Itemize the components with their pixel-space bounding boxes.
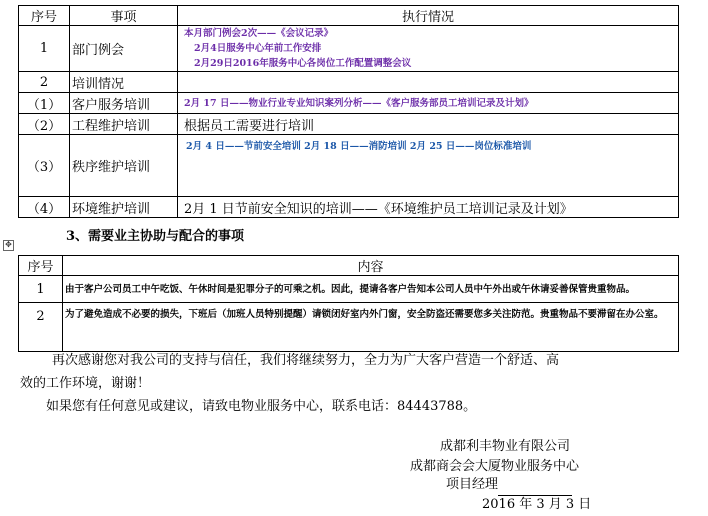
row-status (178, 72, 679, 93)
row-status (178, 93, 679, 114)
table-row (19, 93, 679, 114)
row-status: 2月 1 日节前安全知识的培训——《环境维护员工培训记录及计划》 (178, 197, 679, 218)
execution-table (18, 5, 679, 218)
row-no: 1 (19, 276, 63, 303)
header-no: 序号 (19, 256, 63, 276)
signature-company: 成都利丰物业有限公司 (440, 439, 571, 454)
status-line: 2月4日服务中心年前工作安排 (194, 43, 322, 54)
table-row (19, 197, 679, 218)
row-status (178, 135, 679, 197)
table-row (19, 26, 679, 72)
closing-line-1: 再次感谢您对我公司的支持与信任，我们将继续努力，全力为广大客户营造一个舒适、高 (52, 353, 560, 368)
section-title: 3、需要业主协助与配合的事项 (66, 229, 245, 244)
header-status: 执行情况 (178, 6, 679, 26)
execution-table-header (19, 6, 679, 26)
signature-center: 成都商会会大厦物业服务中心 (410, 459, 580, 474)
table-row (19, 135, 679, 197)
row-status: 根据员工需要进行培训 (178, 114, 679, 135)
row-item: 培训情况 (70, 72, 178, 93)
cooperation-table-header (19, 256, 679, 276)
header-item: 事项 (70, 6, 178, 26)
header-content: 内容 (63, 256, 679, 276)
status-line: 2月 17 日——物业行业专业知识案列分析——《客户服务部员工培训记录及计划》 (184, 97, 534, 109)
row-item: 环境维护培训 (70, 197, 178, 218)
row-no: 2 (19, 303, 63, 352)
closing-line-3: 如果您有任何意见或建议，请致电物业服务中心，联系电话：84443788。 (46, 399, 477, 414)
cooperation-table (18, 255, 679, 352)
row-no: 1 (19, 26, 70, 72)
row-no: （1） (19, 93, 70, 114)
row-item: 客户服务培训 (70, 93, 178, 114)
signature-date: 2016 年 3 月 3 日 (482, 497, 592, 512)
row-content: 为了避免造成不必要的损失，下班后（加班人员特别提醒）请锁闭好室内外门窗，安全防盗还需要您多关注防范。贵重物品不要滞留在办公室。 (63, 303, 679, 352)
row-no: （3） (19, 135, 70, 197)
row-content: 由于客户公司员工中午吃饭、午休时间是犯罪分子的可乘之机。因此，提请各客户告知本公司人员中午外出或午休请妥善保管贵重物品。 (63, 276, 679, 303)
row-no: 2 (19, 72, 70, 93)
table-row (19, 303, 679, 352)
status-line: 本月部门例会2次——《会议记录》 (184, 28, 334, 39)
manager-label: 项目经理 (446, 477, 499, 492)
table-move-handle-icon[interactable]: ✥ (3, 240, 14, 251)
signature-manager (446, 474, 572, 496)
table-row (19, 72, 679, 93)
table-row (19, 114, 679, 135)
row-no: （2） (19, 114, 70, 135)
row-item: 秩序维护培训 (70, 135, 178, 197)
status-line: 2月29日2016年服务中心各岗位工作配置调整会议 (194, 58, 412, 69)
row-no: （4） (19, 197, 70, 218)
row-item: 工程维护培训 (70, 114, 178, 135)
header-no: 序号 (19, 6, 70, 26)
closing-line-2: 效的工作环境，谢谢！ (20, 376, 151, 391)
status-line: 2月 4 日——节前安全培训 2月 18 日——消防培训 2月 25 日——岗位标准培训 (186, 141, 532, 152)
table-row (19, 276, 679, 303)
row-status (178, 26, 679, 72)
row-item: 部门例会 (70, 26, 178, 72)
